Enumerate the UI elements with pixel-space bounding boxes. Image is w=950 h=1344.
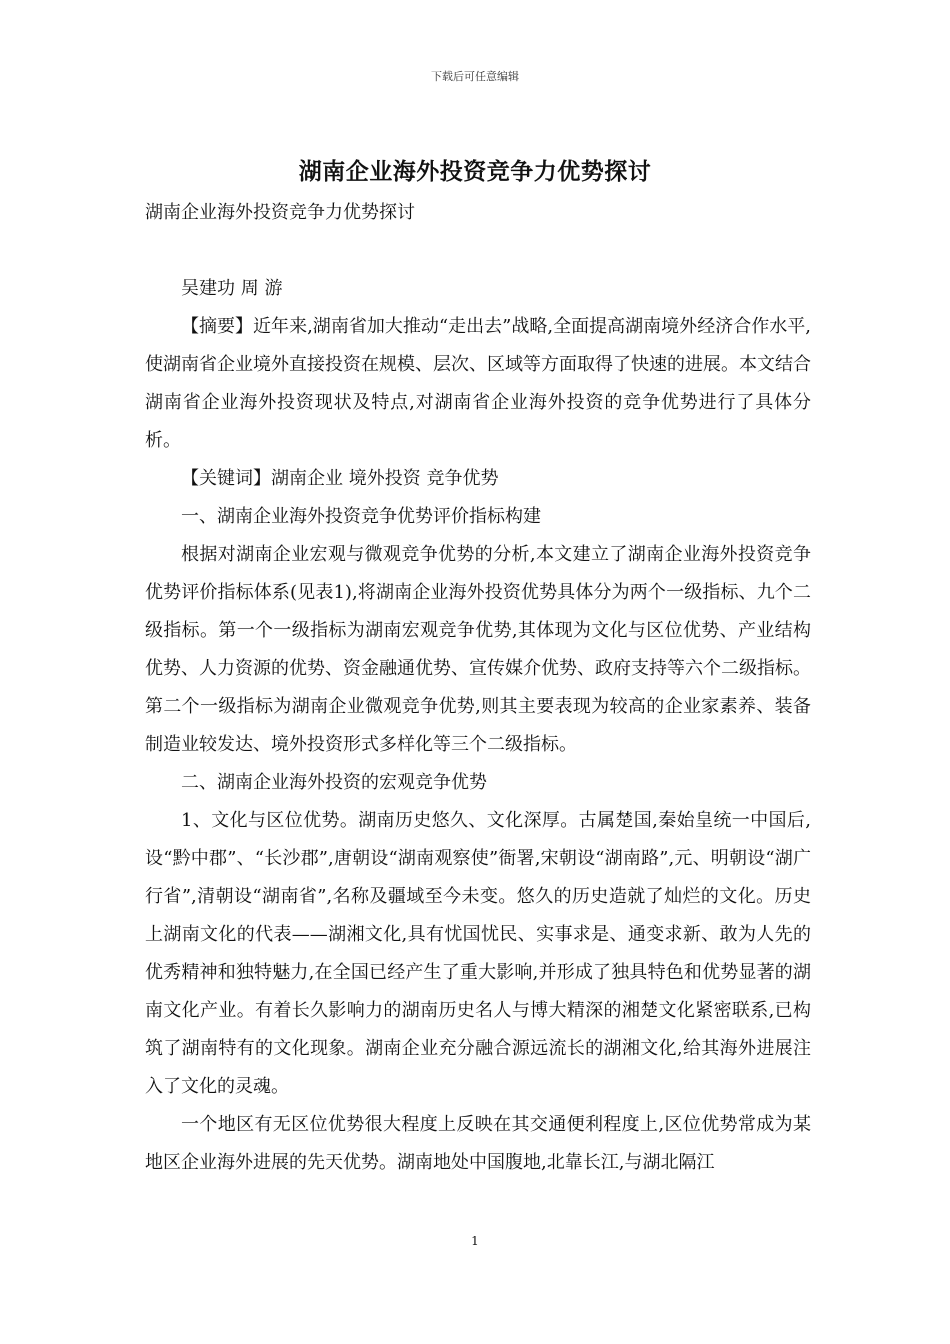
document-subtitle: 湖南企业海外投资竞争力优势探讨 xyxy=(145,202,415,223)
body-paragraph: 1、文化与区位优势。湖南历史悠久、文化深厚。古属楚国,秦始皇统一中国后,设“黔中郡”、“长沙郡”,唐朝设“湖南观察使”衙署,宋朝设“湖南路”,元、明朝设“湖广行省”,清朝设“湖南省”,名称及疆域至今未变。悠久的历史造就了灿烂的文化。历史上湖南文化的代表——湖湘文化,具有忧国忧民、实事求是、通变求新、敢为人先的优秀精神和独特魅力,在全国已经产生了重大影响,并形成了独具特色和优势显著的湖南文化产业。有着长久影响力的湖南历史名人与博大精深的湘楚文化紧密联系,已构筑了湖南特有的文化现象。湖南企业充分融合源远流长的湖湘文化,给其海外进展注入了文化的灵魂。 xyxy=(145,810,811,1097)
author-line: 吴建功 周 游 xyxy=(181,278,283,299)
document-title: 湖南企业海外投资竞争力优势探讨 xyxy=(298,158,652,185)
document-body xyxy=(145,194,811,1182)
section-heading-2: 二、湖南企业海外投资的宏观竞争优势 xyxy=(181,772,487,793)
page-number: 1 xyxy=(471,1234,479,1248)
page-header-note: 下载后可任意编辑 xyxy=(431,70,519,83)
body-paragraph: 一个地区有无区位优势很大程度上反映在其交通便利程度上,区位优势常成为某地区企业海外进展的先天优势。湖南地处中国腹地,北靠长江,与湖北隔江 xyxy=(145,1114,811,1173)
keywords-paragraph: 【关键词】湖南企业 境外投资 竞争优势 xyxy=(181,468,499,489)
abstract-paragraph: 【摘要】近年来,湖南省加大推动“走出去”战略,全面提高湖南境外经济合作水平,使湖南省企业境外直接投资在规模、层次、区域等方面取得了快速的进展。本文结合湖南省企业海外投资现状及特点,对湖南省企业海外投资的竞争优势进行了具体分析。 xyxy=(145,316,811,451)
section-heading-1: 一、湖南企业海外投资竞争优势评价指标构建 xyxy=(181,506,541,527)
body-paragraph: 根据对湖南企业宏观与微观竞争优势的分析,本文建立了湖南企业海外投资竞争优势评价指标体系(见表1),将湖南企业海外投资优势具体分为两个一级指标、九个二级指标。第一个一级指标为湖南宏观竞争优势,其体现为文化与区位优势、产业结构优势、人力资源的优势、资金融通优势、宣传媒介优势、政府支持等六个二级指标。第二个一级指标为湖南企业微观竞争优势,则其主要表现为较高的企业家素养、装备制造业较发达、境外投资形式多样化等三个二级指标。 xyxy=(145,544,811,755)
